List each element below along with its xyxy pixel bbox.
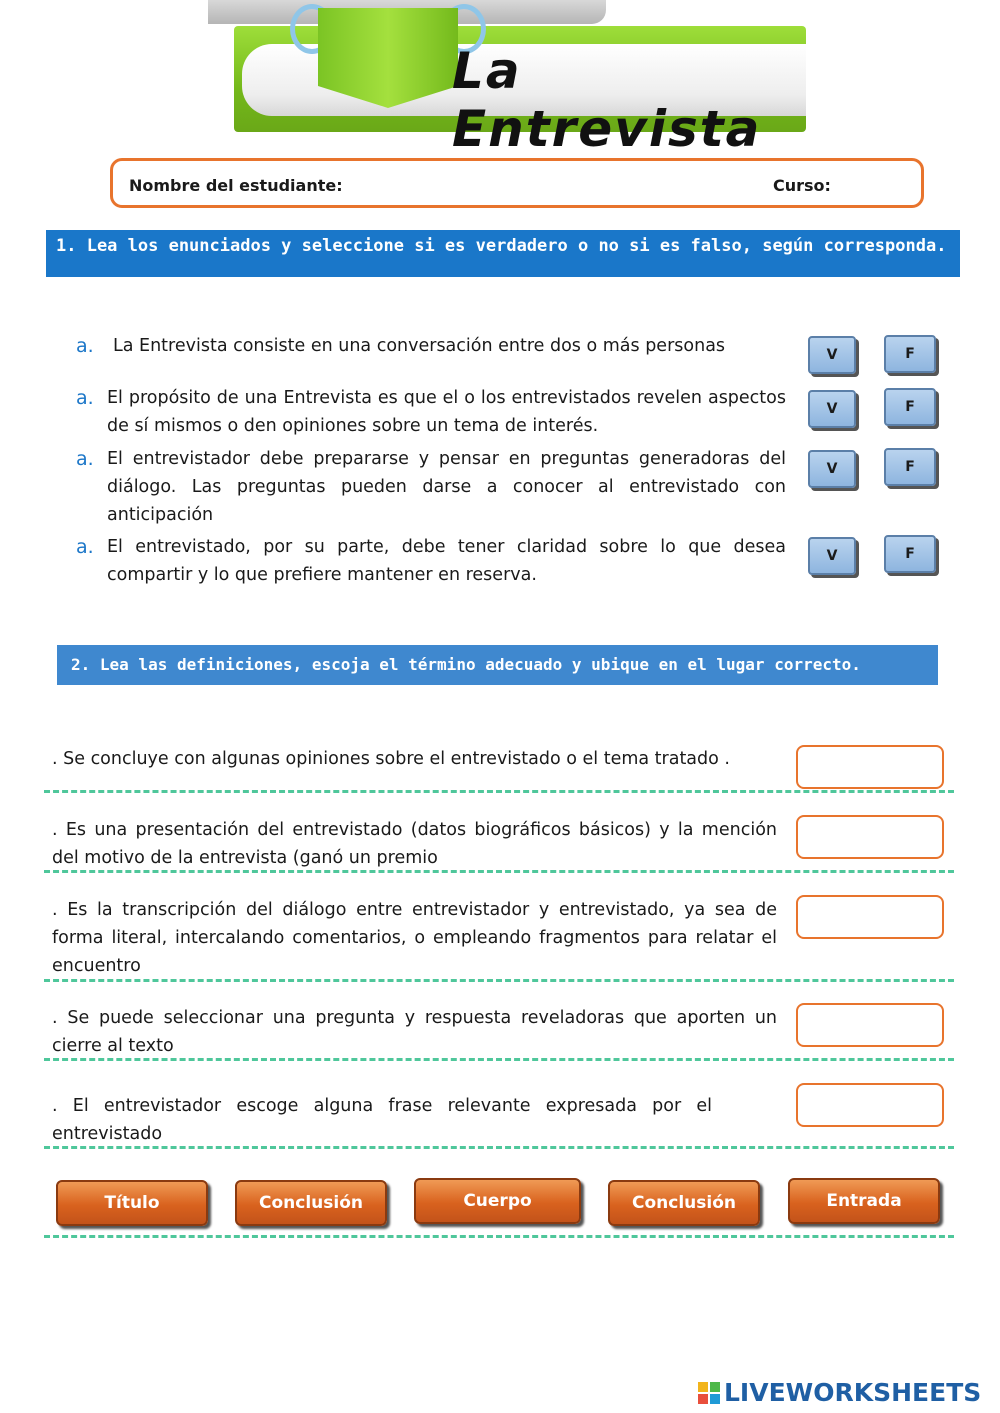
statement-text: La Entrevista consiste en una conversación entre dos o más personas xyxy=(113,336,726,356)
true-button[interactable]: V xyxy=(808,390,856,428)
definition-text: . El entrevistador escoge alguna frase relevante expresada por el entrevistado xyxy=(52,1096,712,1144)
answer-drop-box[interactable] xyxy=(796,815,944,859)
statement-text: El propósito de una Entrevista es que el o los entrevistados revelen aspectos de sí mismos o den opiniones sobre un tema de interés. xyxy=(107,388,786,436)
definition-text: . Se puede seleccionar una pregunta y respuesta reveladoras que aporten un cierre al texto xyxy=(52,1008,777,1056)
definition-text: . Es la transcripción del diálogo entre entrevistador y entrevistado, ya sea de forma literal, intercalando comentarios, o empleando fragmentos para relatar el encuentro xyxy=(52,900,777,976)
section1-heading: 1. Lea los enunciados y seleccione si es verdadero o no si es falso, según corresponda. xyxy=(46,230,960,277)
statement-letter: a. xyxy=(76,335,94,357)
section2-heading: 2. Lea las definiciones, escoja el término adecuado y ubique en el lugar correcto. xyxy=(57,645,938,685)
false-button[interactable]: F xyxy=(884,448,936,486)
answer-drop-box[interactable] xyxy=(796,895,944,939)
statement-text: El entrevistado, por su parte, debe tener claridad sobre lo que desea compartir y lo que prefiere mantener en reserva. xyxy=(107,537,786,585)
term-button-cuerpo[interactable]: Cuerpo xyxy=(414,1178,581,1224)
dashed-divider xyxy=(44,1146,954,1149)
false-button[interactable]: F xyxy=(884,535,936,573)
answer-drop-box[interactable] xyxy=(796,1003,944,1047)
logo-text: LIVEWORKSHEETS xyxy=(724,1378,982,1407)
true-false-statement xyxy=(76,445,786,529)
statement-letter: a. xyxy=(76,387,94,409)
term-button-titulo[interactable]: Título xyxy=(56,1180,208,1226)
true-button[interactable]: V xyxy=(808,336,856,374)
true-false-statement xyxy=(76,384,786,440)
true-false-statement xyxy=(76,332,786,360)
dashed-divider xyxy=(44,790,954,793)
true-button[interactable]: V xyxy=(808,450,856,488)
course-label: Curso: xyxy=(773,176,831,195)
answer-drop-box[interactable] xyxy=(796,1083,944,1127)
false-button[interactable]: F xyxy=(884,335,936,373)
statement-letter: a. xyxy=(76,536,94,558)
page-title: La Entrevista xyxy=(452,42,762,158)
term-button-conclusion[interactable]: Conclusión xyxy=(235,1180,387,1226)
term-button-conclusion[interactable]: Conclusión xyxy=(608,1180,760,1226)
true-button[interactable]: V xyxy=(808,537,856,575)
dashed-divider xyxy=(44,1058,954,1061)
student-name-label: Nombre del estudiante: xyxy=(129,176,343,195)
student-info-box[interactable] xyxy=(110,158,924,208)
liveworksheets-logo-icon xyxy=(698,1382,720,1404)
definition-text: . Se concluye con algunas opiniones sobre el entrevistado o el tema tratado . xyxy=(52,749,730,769)
dashed-divider xyxy=(44,979,954,982)
false-button[interactable]: F xyxy=(884,388,936,426)
dashed-divider xyxy=(44,870,954,873)
true-false-statement xyxy=(76,533,786,589)
definition-text: . Es una presentación del entrevistado (datos biográficos básicos) y la mención del motivo de la entrevista (ganó un premio xyxy=(52,820,777,868)
answer-drop-box[interactable] xyxy=(796,745,944,789)
statement-letter: a. xyxy=(76,448,94,470)
dashed-divider xyxy=(44,1235,954,1238)
statement-text: El entrevistador debe prepararse y pensar en preguntas generadoras del diálogo. Las preguntas pueden darse a conocer al entrevistado con anticipación xyxy=(107,449,786,525)
liveworksheets-logo xyxy=(698,1378,994,1408)
term-button-entrada[interactable]: Entrada xyxy=(788,1178,940,1224)
